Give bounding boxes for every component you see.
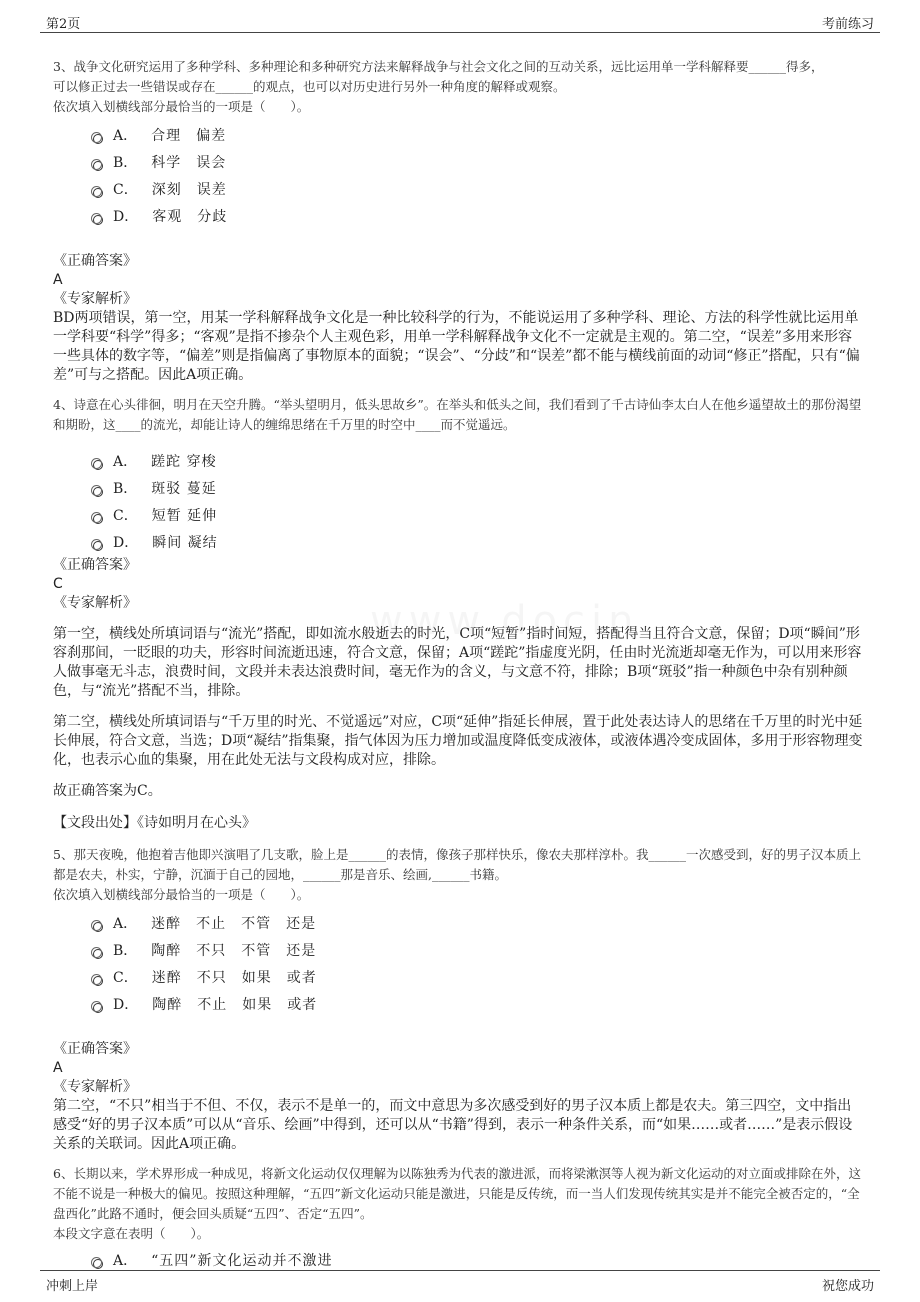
answer-heading: 《正确答案》 [53,557,137,573]
option-c[interactable]: C． 迷醉 不只 如果 或者 [93,963,863,990]
radio-button[interactable] [93,188,103,198]
option-a[interactable]: A． “五四”新文化运动并不激进 [93,1246,863,1273]
question-5-instruction: 依次填入划横线部分最恰当的一项是（ ）。 [53,887,310,902]
explanation-paragraph-2: 第二空，横线处所填词语与“千万里的时光、不觉遥远”对应，C项“延伸”指延长伸展，置于此处表达诗人的思绪在千万里的时光中延长伸展，符合文意，当选；D项“凝结”指集聚，指气体因为压力增加或温度降低变成液体，或液体遇冷变成固体，多用于形容物理变化，也表示心血的集聚，用在此处无法与文段构成对应，排除。 [53,714,863,768]
option-a[interactable]: A． 合理 偏差 [93,121,863,148]
radio-button[interactable] [93,134,103,144]
radio-button[interactable] [93,487,103,497]
answer-heading: 《正确答案》 [53,1041,137,1057]
radio-button[interactable] [93,460,103,470]
radio-button[interactable] [93,922,103,932]
option-c[interactable]: C． 短暂 延伸 [93,501,863,528]
radio-button[interactable] [93,976,103,986]
option-b[interactable]: B． 科学 误会 [93,148,863,175]
radio-button[interactable] [93,541,103,551]
footer-left-text: 冲刺上岸 [46,1279,99,1294]
option-d[interactable]: D． 陶醉 不止 如果 或者 [93,990,863,1017]
question-6-stem: 6、长期以来，学术界形成一种成见，将新文化运动仅仅理解为以陈独秀为代表的激进派，而将梁漱溟等人视为新文化运动的对立面或排除在外，这不能不说是一种极大的偏见。按照这种理解，“五四”新文化运动只能是激进，只能是反传统，而一当人们发现传统其实是并不能完全被否定的，“全盘西化”此路不通时，便会回头质疑“五四”、否定“五四”。 [53,1166,861,1221]
explanation-text: 第二空，“不只”相当于不但、不仅，表示不是单一的，而文中意思为多次感受到好的男子汉本质上都是农夫。第三四空，文中指出感受“好的男子汉本质”可以从“音乐、绘画”中得到，还可以从“书籍”得到，表示一种条件关系，而“如果……或者……”是表示假设关系的关联词。因此A项正确。 [53,1098,853,1152]
question-4 [53,395,863,833]
question-5-options [93,909,863,1017]
correct-answer: A [53,272,63,288]
question-4-stem: 4、诗意在心头徘徊，明月在天空升腾。“举头望明月，低头思故乡”。在举头和低头之间，我们看到了千古诗仙李太白人在他乡遥望故土的那份渴望和期盼，这____的流光，却能让诗人的缠绵思绪在千万里的时空中____而不觉遥远。 [53,397,862,432]
radio-button[interactable] [93,161,103,171]
explanation-paragraph-1: 第一空，横线处所填词语与“流光”搭配，即如流水般逝去的时光，C项“短暂”指时间短，搭配得当且符合文意，保留；D项“瞬间”形容刹那间，一眨眼的功夫，形容时间流逝迅速，符合文意，保留；A项“蹉跎”指虚度光阴，任由时光流逝却毫无作为，可以用来形容人做事毫无斗志，浪费时间，文段并未表达浪费时间，毫无作为的含义，与文意不符，排除；B项“斑驳”指一种颜色中杂有别种颜色，与“流光”搭配不当，排除。 [53,626,862,699]
question-4-options [93,447,863,555]
radio-button[interactable] [93,215,103,225]
passage-source: 【文段出处】《诗如明月在心头》 [53,815,256,831]
question-6-instruction: 本段文字意在表明（ ）。 [53,1226,210,1241]
question-6-options [93,1246,863,1273]
correct-answer: C [53,576,63,592]
explanation-heading: 《专家解析》 [53,291,137,307]
explanation-heading: 《专家解析》 [53,1079,137,1095]
answer-heading: 《正确答案》 [53,253,137,269]
question-6 [53,1164,863,1273]
explanation-conclusion: 故正确答案为C。 [53,783,162,799]
footer-right-text: 祝您成功 [821,1279,874,1294]
option-b[interactable]: B． 陶醉 不只 不管 还是 [93,936,863,963]
question-3-options [93,121,863,229]
question-3-stem: 3、战争文化研究运用了多种学科、多种理论和多种研究方法来解释战争与社会文化之间的互动关系，远比运用单一学科解释要______得多， 可以修正过去一些错误或存在______的观点，也可以对历史进行另外一种角度的解释或观察。 [53,59,824,94]
radio-button[interactable] [93,949,103,959]
page-header [40,10,880,33]
correct-answer: A [53,1060,63,1076]
radio-button[interactable] [93,1003,103,1013]
document-content [53,57,863,1273]
option-d[interactable]: D． 客观 分歧 [93,202,863,229]
option-c[interactable]: C． 深刻 误差 [93,175,863,202]
explanation-heading: 《专家解析》 [53,595,137,611]
option-b[interactable]: B． 斑驳 蔓延 [93,474,863,501]
option-a[interactable]: A． 蹉跎 穿梭 [93,447,863,474]
option-d[interactable]: D． 瞬间 凝结 [93,528,863,555]
explanation-text: BD两项错误，第一空，用某一学科解释战争文化是一种比较科学的行为，不能说运用了多种学科、理论、方法的科学性就比运用单一学科要“科学”得多；“客观”是指不掺杂个人主观色彩，用单一学科解释战争文化不一定就是主观的。第二空，“误差”多用来形容一些具体的数字等，“偏差”则是指偏离了事物原本的面貌；“误会”、“分歧”和“误差”都不能与横线前面的动词“修正”搭配，只有“偏差”可与之搭配。因此A项正确。 [53,310,860,383]
page-footer [40,1270,880,1295]
question-5 [53,845,863,1154]
question-3 [53,57,863,385]
radio-button[interactable] [93,1259,103,1269]
radio-button[interactable] [93,514,103,524]
page-number: 第2页 [46,17,81,32]
option-a[interactable]: A． 迷醉 不止 不管 还是 [93,909,863,936]
question-5-stem: 5、那天夜晚，他抱着吉他即兴演唱了几支歌，脸上是______的表情，像孩子那样快乐，像农夫那样淳朴。我______一次感受到，好的男子汉本质上都是农夫，朴实，宁静，沉湎于自己的园地，______那是音乐、绘画,______书籍。 [53,847,861,882]
question-3-instruction: 依次填入划横线部分最恰当的一项是（ ）。 [53,99,310,114]
header-label: 考前练习 [821,17,874,32]
